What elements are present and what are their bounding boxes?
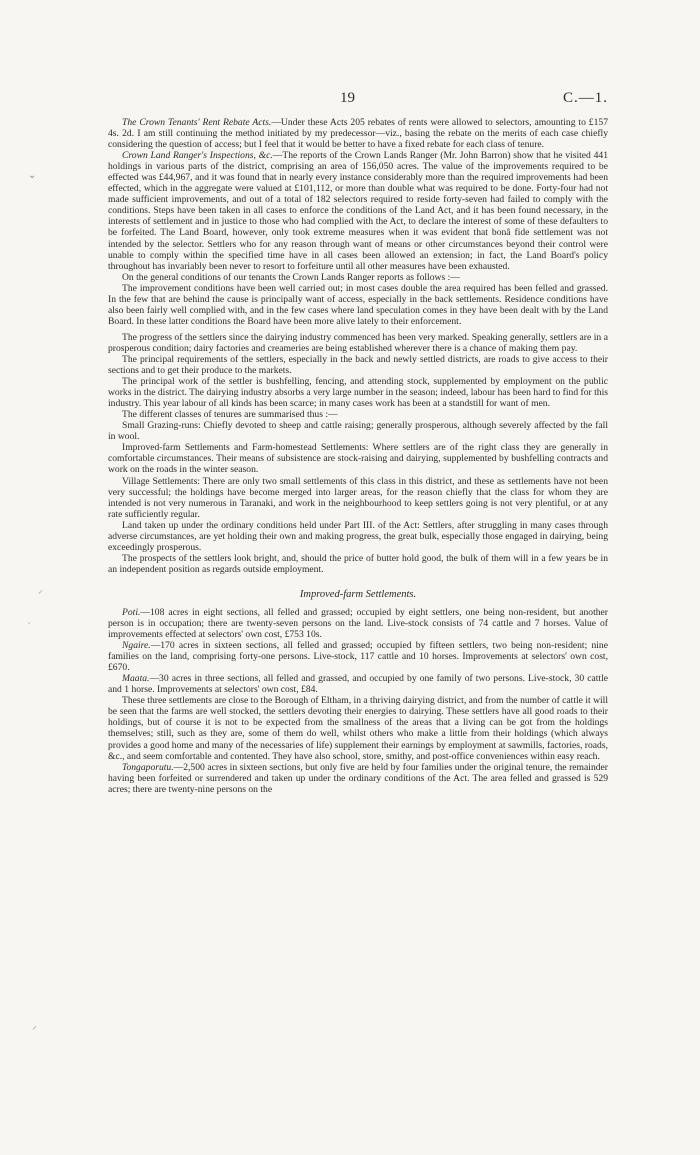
paragraph: These three settlements are close to the Borough of Eltham, in a thriving dairying district, and from the number of cattle it will be seen that the farms are well stocked, the settlers devoting their energies to dairying. These settlers have all good roads to their holdings, but of course it is not to be expected from the smallness of the areas that a living can be got from the holdings themselves; still, such as they are, some of them do well, whilst others who make a little from their holdings (which always provides a good home and many of the necessaries of life) supplement their earnings by employment at sawmills, factories, roads, &c., and seem comfortable and contented. They have also school, store, smithy, and post-office conveniences within easy reach. [108, 695, 608, 762]
paragraph: Tongaporutu.—2,500 acres in sixteen sections, but only five are held by four families under the original tenure, the remainder having been forfeited or surrendered and taken up under the ordinary conditions of the Act. The area felled and grassed is 529 acres; there are twenty-nine persons on the [108, 761, 608, 795]
paragraph: The improvement conditions have been well carried out; in most cases double the area required has been felled and grassed. In the few that are behind the cause is principally want of access, especially in the back settlements. Residence conditions have also been fairly well complied with, and in the few cases where land speculation comes in they have been dealt with by the Land Board. In these latter conditions the Board have been more alive lately to their enforcement. [108, 282, 608, 327]
paragraph: The principal work of the settler is bushfelling, fencing, and attending stock, supplemented by employment on the public works in the district. The dairying industry absorbs a very large number in the season; indeed, labour has been hard to find for this industry. This year labour of all kinds has been scarce; in many cases work has been at a standstill for want of men. [108, 376, 608, 410]
paragraph: Crown Land Ranger's Inspections, &c.—The reports of the Crown Lands Ranger (Mr. John Barron) show that he visited 441 holdings in various parts of the district, comprising an area of 156,050 acres. The value of the improvements required to be effected was £44,967, and it was found that in nearly every instance considerably more than the required improvements had been effected, which in the aggregate were valued at £101,112, or more than double what was required to be done. Forty-four had not made sufficient improvements, and out of a total of 182 selectors required to reside forty-seven had failed to comply with the conditions. Steps have been taken in all cases to enforce the conditions of the Land Act, and it has been found necessary, in the interests of settlement and in justice to those who had complied with the Act, to declare the interest of some of these defaulters to be forfeited. The Land Board, however, only took extreme measures when it was evident that bonâ fide settlement was not intended by the selector. Settlers who for any reason through want of means or other circumstances beyond their control were unable to comply within the specified time have in all cases been allowed an extension; in fact, the Land Board's policy throughout has invariably been never to resort to forfeiture until all other measures have been exhausted. [108, 150, 608, 272]
page-header [108, 90, 608, 110]
paragraph: On the general conditions of our tenants the Crown Lands Ranger reports as follows :— [122, 271, 460, 283]
document-body [108, 117, 608, 795]
paragraph: Maata.—30 acres in three sections, all felled and grassed, and occupied by one family of two persons. Live-stock, 30 cattle and 1 horse. Improvements at selectors' own cost, £84. [108, 673, 608, 696]
paragraph: Ngaire.—170 acres in sixteen sections, all felled and grassed; occupied by fifteen settlers, two being non-resident; nine families on the land, comprising forty-one persons. Live-stock, 117 cattle and 10 horses. Improvements at selectors' own cost, £670. [108, 640, 608, 674]
section-heading: Improved-farm Settlements. [299, 588, 417, 600]
paragraph: Improved-farm Settlements and Farm-homestead Settlements: Where settlers are of the right class they are generally in comfortable circumstances. Their means of subsistence are stock-raising and dairying, supplemented by bushfelling contracts and work on the roads in the winter season. [108, 442, 608, 476]
document-reference: C.—1. [562, 90, 608, 106]
margin-mark: ⸝ [38, 585, 43, 596]
margin-mark: ‵ [28, 622, 31, 633]
margin-mark: ⌄ [28, 170, 37, 181]
paragraph: The progress of the settlers since the dairying industry commenced has been very marked. Speaking generally, settlers are in a prosperous condition; dairy factories and creameries are being established wherever there is a chance of making them pay. [108, 331, 608, 354]
paragraph: The different classes of tenures are summarised thus :— [122, 409, 338, 421]
paragraph: Poti.—108 acres in eight sections, all felled and grassed; occupied by eight settlers, one being non-resident, but another person is in occupation; there are twenty-seven persons on the land. Live-stock consists of 74 cattle and 7 horses. Value of improvements effected at selectors' own cost, £753 10s. [108, 606, 608, 641]
paragraph: The principal requirements of the settlers, especially in the back and newly settled districts, are roads to give access to their sections and to get their produce to the markets. [108, 353, 608, 377]
paragraph: Land taken up under the ordinary conditions held under Part III. of the Act: Settlers, after struggling in many cases through adverse circumstances, are yet holding their own and making progress, the great bulk, especially those engaged in dairying, being exceedingly prosperous. [108, 519, 608, 553]
paragraph: The Crown Tenants' Rent Rebate Acts.—Under these Acts 205 rebates of rents were allowed to selectors, amounting to £157 4s. 2d. I am still continuing the method initiated by my predecessor—viz., basing the rebate on the merits of each case chiefly considering the question of access; but I feel that it would be better to have a fixed rebate for each class of tenure. [108, 117, 608, 151]
page-number: 19 [340, 90, 355, 106]
paragraph: Village Settlements: There are only two small settlements of this class in this district, and these as settlements have not been very successful; the holdings have become merged into larger areas, for the reason chiefly that the class for whom they are intended is not very numerous in Taranaki, and work in the neighbourhood to keep settlers going is not very plentiful, or at any rate sufficiently regular. [108, 475, 608, 520]
paragraph: The prospects of the settlers look bright, and, should the price of butter hold good, the bulk of them will in a few years be in an independent position as regards outside employment. [108, 552, 608, 575]
paragraph: Small Grazing-runs: Chiefly devoted to sheep and cattle raising; generally prosperous, although severely affected by the fall in wool. [108, 420, 608, 443]
margin-mark: ⸍ [32, 1025, 37, 1036]
